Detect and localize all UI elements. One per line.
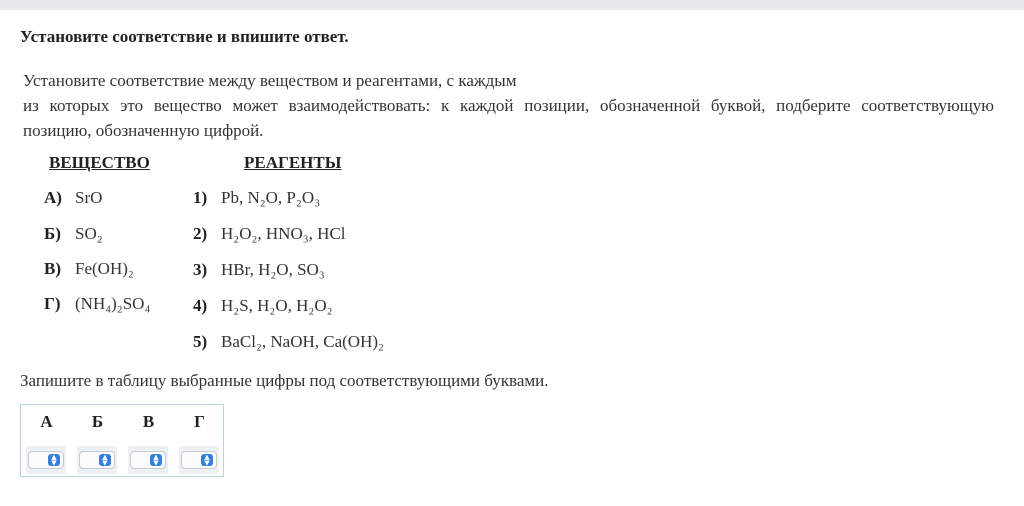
reagent-item-3	[193, 260, 325, 280]
select-arrows-icon: ▲ ▼	[150, 454, 162, 466]
task-description	[23, 68, 994, 143]
substance-letter: В)	[44, 259, 61, 278]
answer-column-g: Г	[194, 412, 205, 431]
substance-letter: Г)	[44, 294, 61, 313]
substance-letter: А)	[44, 188, 62, 207]
task-title: Установите соответствие и впишите ответ.	[20, 27, 349, 46]
answer-column-v: В	[142, 412, 155, 431]
reagent-text: H₂S, H₂O, H₂O₂	[221, 296, 333, 315]
answer-select-g[interactable]	[181, 451, 217, 469]
answer-table	[20, 404, 224, 477]
answer-column-b: Б	[91, 412, 104, 431]
substance-item-g	[44, 294, 150, 314]
reagent-text: BaCl₂, NaOH, Ca(OH)₂	[221, 332, 384, 351]
top-bar	[0, 0, 1024, 10]
reagent-text: H₂O₂, HNO₃, HCl	[221, 224, 346, 243]
substance-formula: Fe(OH)₂	[75, 259, 134, 278]
reagents-header: РЕАГЕНТЫ	[244, 153, 342, 172]
reagent-number: 4)	[193, 296, 208, 315]
answer-select-b[interactable]	[79, 451, 115, 469]
answer-column-a: А	[40, 412, 53, 431]
substance-item-a	[44, 188, 102, 208]
substance-letter: Б)	[44, 224, 61, 243]
reagent-number: 1)	[193, 188, 208, 207]
substance-formula: (NH₄)₂SO₄	[75, 294, 151, 313]
select-arrows-icon: ▲ ▼	[99, 454, 111, 466]
description-line-2: из которых это вещество может взаимодействовать: к каждой позиции, обозначенной буквой, подберите соответствующую	[23, 96, 994, 115]
reagent-text: HBr, H₂O, SO₃	[221, 260, 325, 279]
answer-instruction: Запишите в таблицу выбранные цифры под соответствующими буквами.	[20, 371, 549, 390]
reagent-number: 3)	[193, 260, 208, 279]
substance-header: ВЕЩЕСТВО	[49, 153, 150, 172]
select-arrows-icon: ▲ ▼	[201, 454, 213, 466]
reagent-number: 2)	[193, 224, 208, 243]
reagent-item-1	[193, 188, 320, 208]
reagent-item-2	[193, 224, 346, 244]
substance-item-v	[44, 259, 134, 279]
answer-select-v[interactable]	[130, 451, 166, 469]
substance-formula: SrO	[75, 188, 103, 207]
substance-item-b	[44, 224, 103, 244]
select-arrows-icon: ▲ ▼	[48, 454, 60, 466]
description-line-3: позицию, обозначенную цифрой.	[23, 121, 264, 140]
description-line-1: Установите соответствие между веществом и реагентами, с каждым	[23, 71, 517, 90]
answer-select-a[interactable]	[28, 451, 64, 469]
reagent-text: Pb, N₂O, P₂O₃	[221, 188, 321, 207]
reagent-item-4	[193, 296, 333, 316]
reagent-item-5	[193, 332, 384, 352]
reagent-number: 5)	[193, 332, 208, 351]
substance-formula: SO₂	[75, 224, 103, 243]
